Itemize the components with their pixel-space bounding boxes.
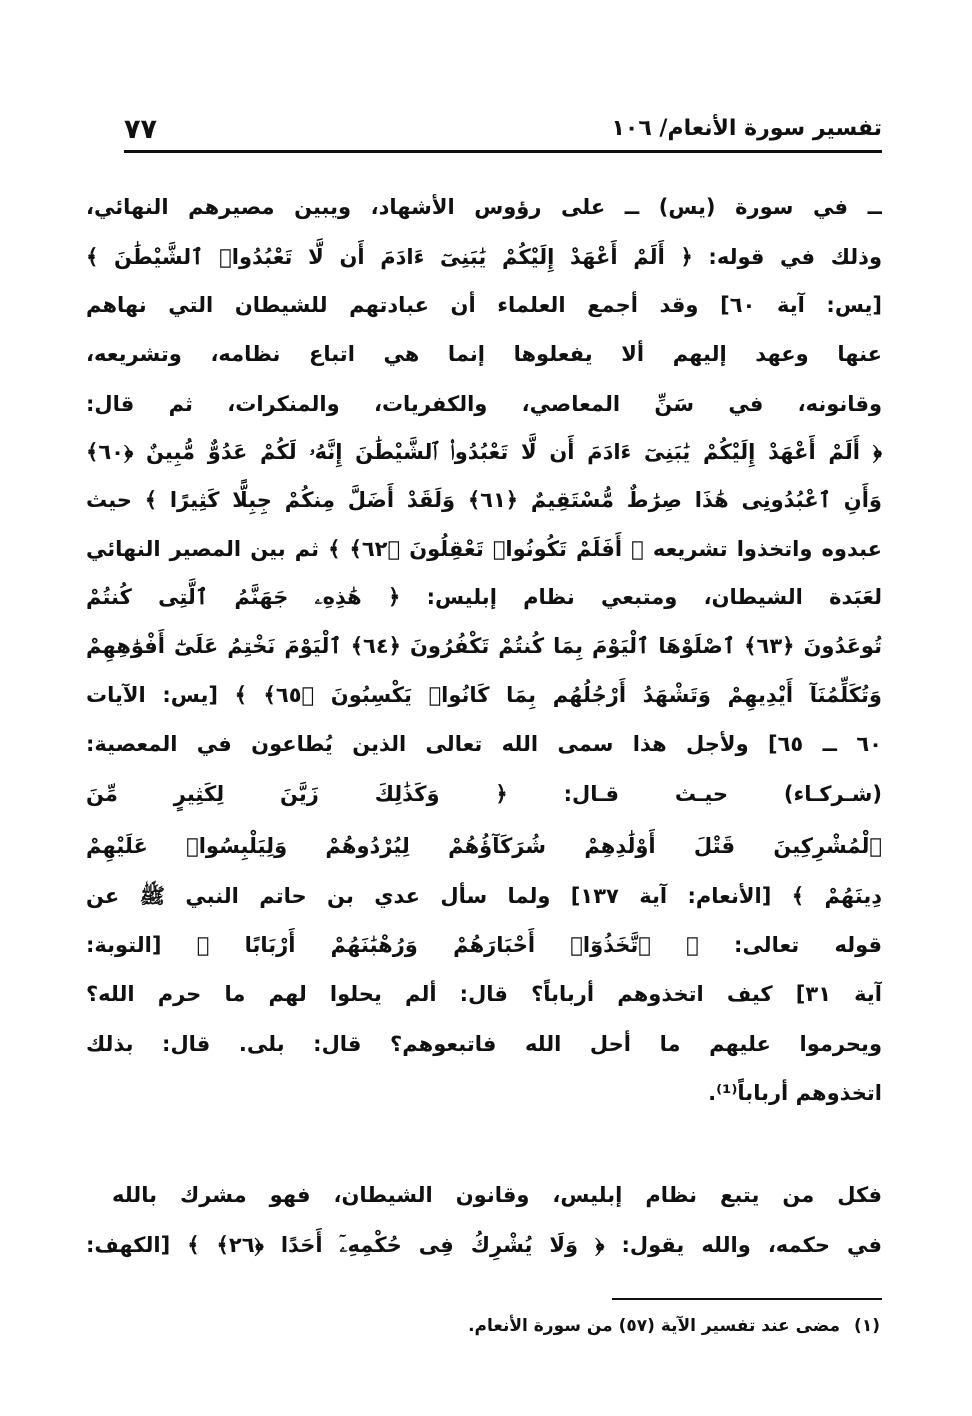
page-header [124,110,882,153]
footnote [468,1316,880,1336]
body-line-7: وَأَنِ ٱعْبُدُونِى هَٰذَا صِرَٰطٌ مُّسْتَقِيمٌ ﴿٦١﴾ وَلَقَدْ أَضَلَّ مِنكُمْ جِبِلًّا كَثِيرًا ﴾ حيث [86,488,882,512]
body-line-8: عبدوه واتخذوا تشريعه ﴿ أَفَلَمْ تَكُونُوا۟ تَعْقِلُونَ ﴿٦٢﴾ ﴾ ثم بين المصير النهائي [86,537,882,561]
body-line-13: (شـركـاء) حيـث قـال: ﴿ وَكَذَٰلِكَ زَيَّنَ لِكَثِيرٍ مِّنَ [86,782,882,806]
body-line-2: وذلك في قوله: ﴿ أَلَمْ أَعْهَدْ إِلَيْكُمْ يَٰبَنِىٓ ءَادَمَ أَن لَّا تَعْبُدُوا۟ ٱلشَّيْطَٰنَ ﴾ [86,245,882,269]
body-line-19: اتخذوهم أرباباً⁽¹⁾. [708,1081,882,1105]
body-line-18: ويحرموا عليهم ما أحل الله فاتبعوهم؟ قال: بلى. قال: بذلك [86,1032,882,1056]
footnote-text: مضى عند تفسير الآية (٥٧) من سورة الأنعام. [468,1316,841,1336]
footnote-marker: (١) [854,1316,880,1336]
body-line-17: آية ٣١] كيف اتخذوهم أرباباً؟ قال: ألم يحلوا لهم ما حرم الله؟ [86,982,882,1006]
body-line-12: ٦٠ ــ ٦٥] ولأجل هذا سمى الله تعالى الذين يُطاعون في المعصية: [86,732,882,756]
body-line-14: ٱلْمُشْرِكِينَ قَتْلَ أَوْلَٰدِهِمْ شُرَكَآؤُهُمْ لِيُرْدُوهُمْ وَلِيَلْبِسُوا۟ عَلَيْهِمْ [86,834,882,858]
body-line-10: تُوعَدُونَ ﴿٦٣﴾ ٱصْلَوْهَا ٱلْيَوْمَ بِمَا كُنتُمْ تَكْفُرُونَ ﴿٦٤﴾ ٱلْيَوْمَ نَخْتِمُ عَلَىٰٓ أَفْوَٰهِهِمْ [86,634,882,658]
body-line-11: وَتُكَلِّمُنَآ أَيْدِيهِمْ وَتَشْهَدُ أَرْجُلُهُم بِمَا كَانُوا۟ يَكْسِبُونَ ﴿٦٥﴾ ﴾ [يس: الآيات [86,683,882,707]
body-line-4: عنها وعهد إليهم ألا يفعلوها إنما هي اتباع نظامه، وتشريعه، [86,342,882,366]
body-line-1: ــ في سورة (يس) ــ على رؤوس الأشهاد، ويبين مصيرهم النهائي، [86,195,882,219]
footnote-separator [612,1298,882,1300]
paragraph2-line-1: فكل من يتبع نظام إبليس، وقانون الشيطان، فهو مشرك بالله [112,1183,882,1207]
page-number: ٧٧ [124,114,157,145]
body-line-15: دِينَهُمْ ﴾ [الأنعام: آية ١٣٧] ولما سأل عدي بن حاتم النبي ﷺ عن [86,884,882,908]
body-line-9: لعَبَدة الشيطان، ومتبعي نظام إبليس: ﴿ هَٰذِهِۦ جَهَنَّمُ ٱلَّتِى كُنتُمْ [86,585,882,609]
body-line-3: [يس: آية ٦٠] وقد أجمع العلماء أن عبادتهم للشيطان التي نهاهم [86,293,882,317]
paragraph2-line-2: في حكمه، والله يقول: ﴿ وَلَا يُشْرِكُ فِى حُكْمِهِۦٓ أَحَدًا ﴿٢٦﴾ ﴾ [الكهف: [86,1233,882,1257]
body-line-6: ﴿ أَلَمْ أَعْهَدْ إِلَيْكُمْ يَٰبَنِىٓ ءَادَمَ أَن لَّا تَعْبُدُوا۟ ٱلشَّيْطَٰنَ إِنَّهُۥ لَكُمْ عَدُوٌّ مُّبِينٌ ﴿٦٠﴾ [86,440,882,464]
body-line-16: قوله تعالى: ﴿ ٱتَّخَذُوٓا۟ أَحْبَارَهُمْ وَرُهْبَٰنَهُمْ أَرْبَابًا ﴾ [التوبة: [86,933,882,957]
body-line-5: وقانونه، في سَنِّ المعاصي، والكفريات، والمنكرات، ثم قال: [86,392,882,416]
running-title: تفسير سورة الأنعام/ ١٠٦ [611,116,882,141]
